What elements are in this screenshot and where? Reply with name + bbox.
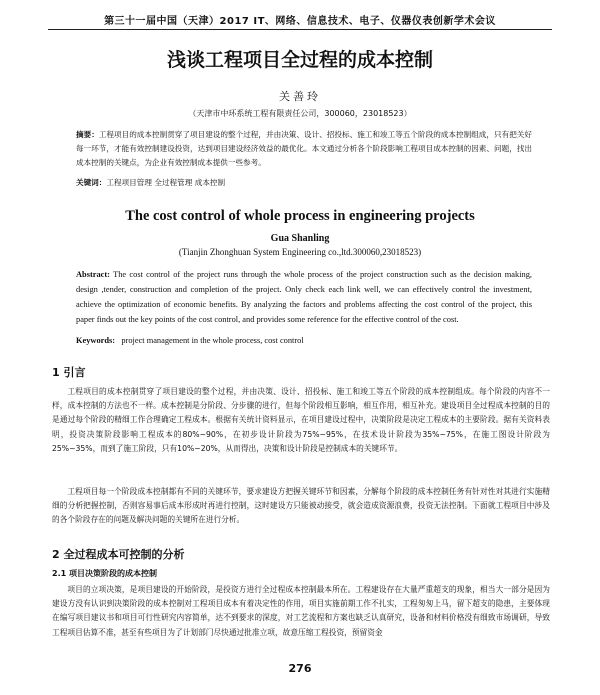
author-zh: 关善玲 xyxy=(279,90,321,103)
paper-title-en: The cost control of whole process in engineering projects xyxy=(125,208,475,224)
abstract-zh xyxy=(76,128,532,170)
section-1-paragraph-1: 工程项目的成本控制贯穿了项目建设的整个过程，并由决策、设计、招投标、施工和竣工等五个阶段的成本控制组成。每个阶段的内容不一样，成本控制的方法也不一样。成本控制是分阶段、分步骤的进行，但每个阶段相互影响，相互作用，相互补充。建设项目全过程成本控制的目的是通过每个阶段的精细工作合理确定工程成本。根据有关统计资料显示，在项目建设过程中，决策阶段是决定工程成本的主要阶段。据有关资料表明，投资决策阶段影响工程成本的80%~90%，在初步设计阶段为75%~95%，在技术设计阶段为35%~75%，在施工图设计阶段为25%~35%，而到了施工阶段，只有10%~20%，从而得出，决策和设计阶段是控制成本的关键环节。 xyxy=(52,387,550,453)
keywords-label-zh: 关键词： xyxy=(76,178,107,187)
section-1-paragraph-2: 工程项目每一个阶段成本控制都有不同的关键环节，要求建设方把握关键环节和因素，分解每个阶段的成本控制任务有针对性对其进行实施精细的分析把握控制，否则容易事后成本形成时再进行控制，这时建设方只能被动接受，就会造成资源浪费，投资无法控制。下面就工程项目中涉及的各个阶段存在的问题及解决问题的关键所在进行分析。 xyxy=(52,487,550,525)
affiliation-zh: （天津市中环系统工程有限责任公司，300060，23018523） xyxy=(188,109,412,118)
abstract-text-en: The cost control of the project runs through the whole process of the project construction such as the decision making, design ,tender, construction and completion of the project. Only check each link well, we can effectively control the investment, achieve the optimization of economic benefits. By analyzing the factors and problems affecting the cost control of the project, this paper finds out the key points of the cost control, and provides some reference for the effective control of the cost. xyxy=(76,270,532,324)
keywords-text-en: project management in the whole process, cost control xyxy=(121,336,304,345)
affiliation-en: (Tianjin Zhonghuan System Engineering co.,ltd.300060,23018523) xyxy=(178,247,422,257)
abstract-en xyxy=(76,267,532,327)
header-rule xyxy=(48,29,552,30)
paper-title-zh: 浅谈工程项目全过程的成本控制 xyxy=(166,49,433,71)
running-header: 第三十一届中国（天津）2017 IT、网络、信息技术、电子、仪器仪表创新学术会议 xyxy=(104,16,496,27)
section-2-heading: 2 全过程成本可控制的分析 xyxy=(52,548,185,561)
keywords-en xyxy=(76,336,532,345)
keywords-text-zh: 工程项目管理 全过程管理 成本控制 xyxy=(106,178,226,187)
abstract-text-zh: 工程项目的成本控制贯穿了项目建设的整个过程，并由决策、设计、招投标、施工和竣工等五个阶段的成本控制组成，只有把关好每一环节，才能有效控制建设投资，达到项目建设经济效益的最优化。本文通过分析各个阶段影响工程项目成本控制的因素、问题，找出成本控制的关键点，为企业有效控制成本提供一些参考。 xyxy=(76,130,533,167)
section-2-1-heading: 2.1 项目决策阶段的成本控制 xyxy=(52,569,157,578)
section-2-1-paragraph-1: 项目的立项决策，是项目建设的开始阶段，是投资方进行全过程成本控制最本所在。工程建设存在大量严重超支的现象，相当大一部分是因为建设方没有认识到决策阶段的成本控制对工程项目成本有着决定性的作用，项目实施前期工作不扎实，工程匆匆上马，留下超支的隐患，主要体现在编写项目建议书和项目可行性研究内容简单，达不到要求的深度，对工艺流程和方案也缺乏认真研究，设备和材料价格没有细致市场调研，导致工程项目估算不准，甚至有些项目为了计划部门尽快通过批准立项，故意压缩工程投资，预留资金 xyxy=(52,585,550,637)
author-en: Gua Shanling xyxy=(270,233,330,244)
keywords-label-en: Keywords: xyxy=(76,336,116,345)
keywords-zh xyxy=(76,177,532,188)
section-1-heading: 1 引言 xyxy=(52,366,86,379)
page-number: 276 xyxy=(288,662,312,675)
abstract-label-en: Abstract: xyxy=(76,270,110,279)
abstract-label-zh: 摘要： xyxy=(76,130,99,139)
